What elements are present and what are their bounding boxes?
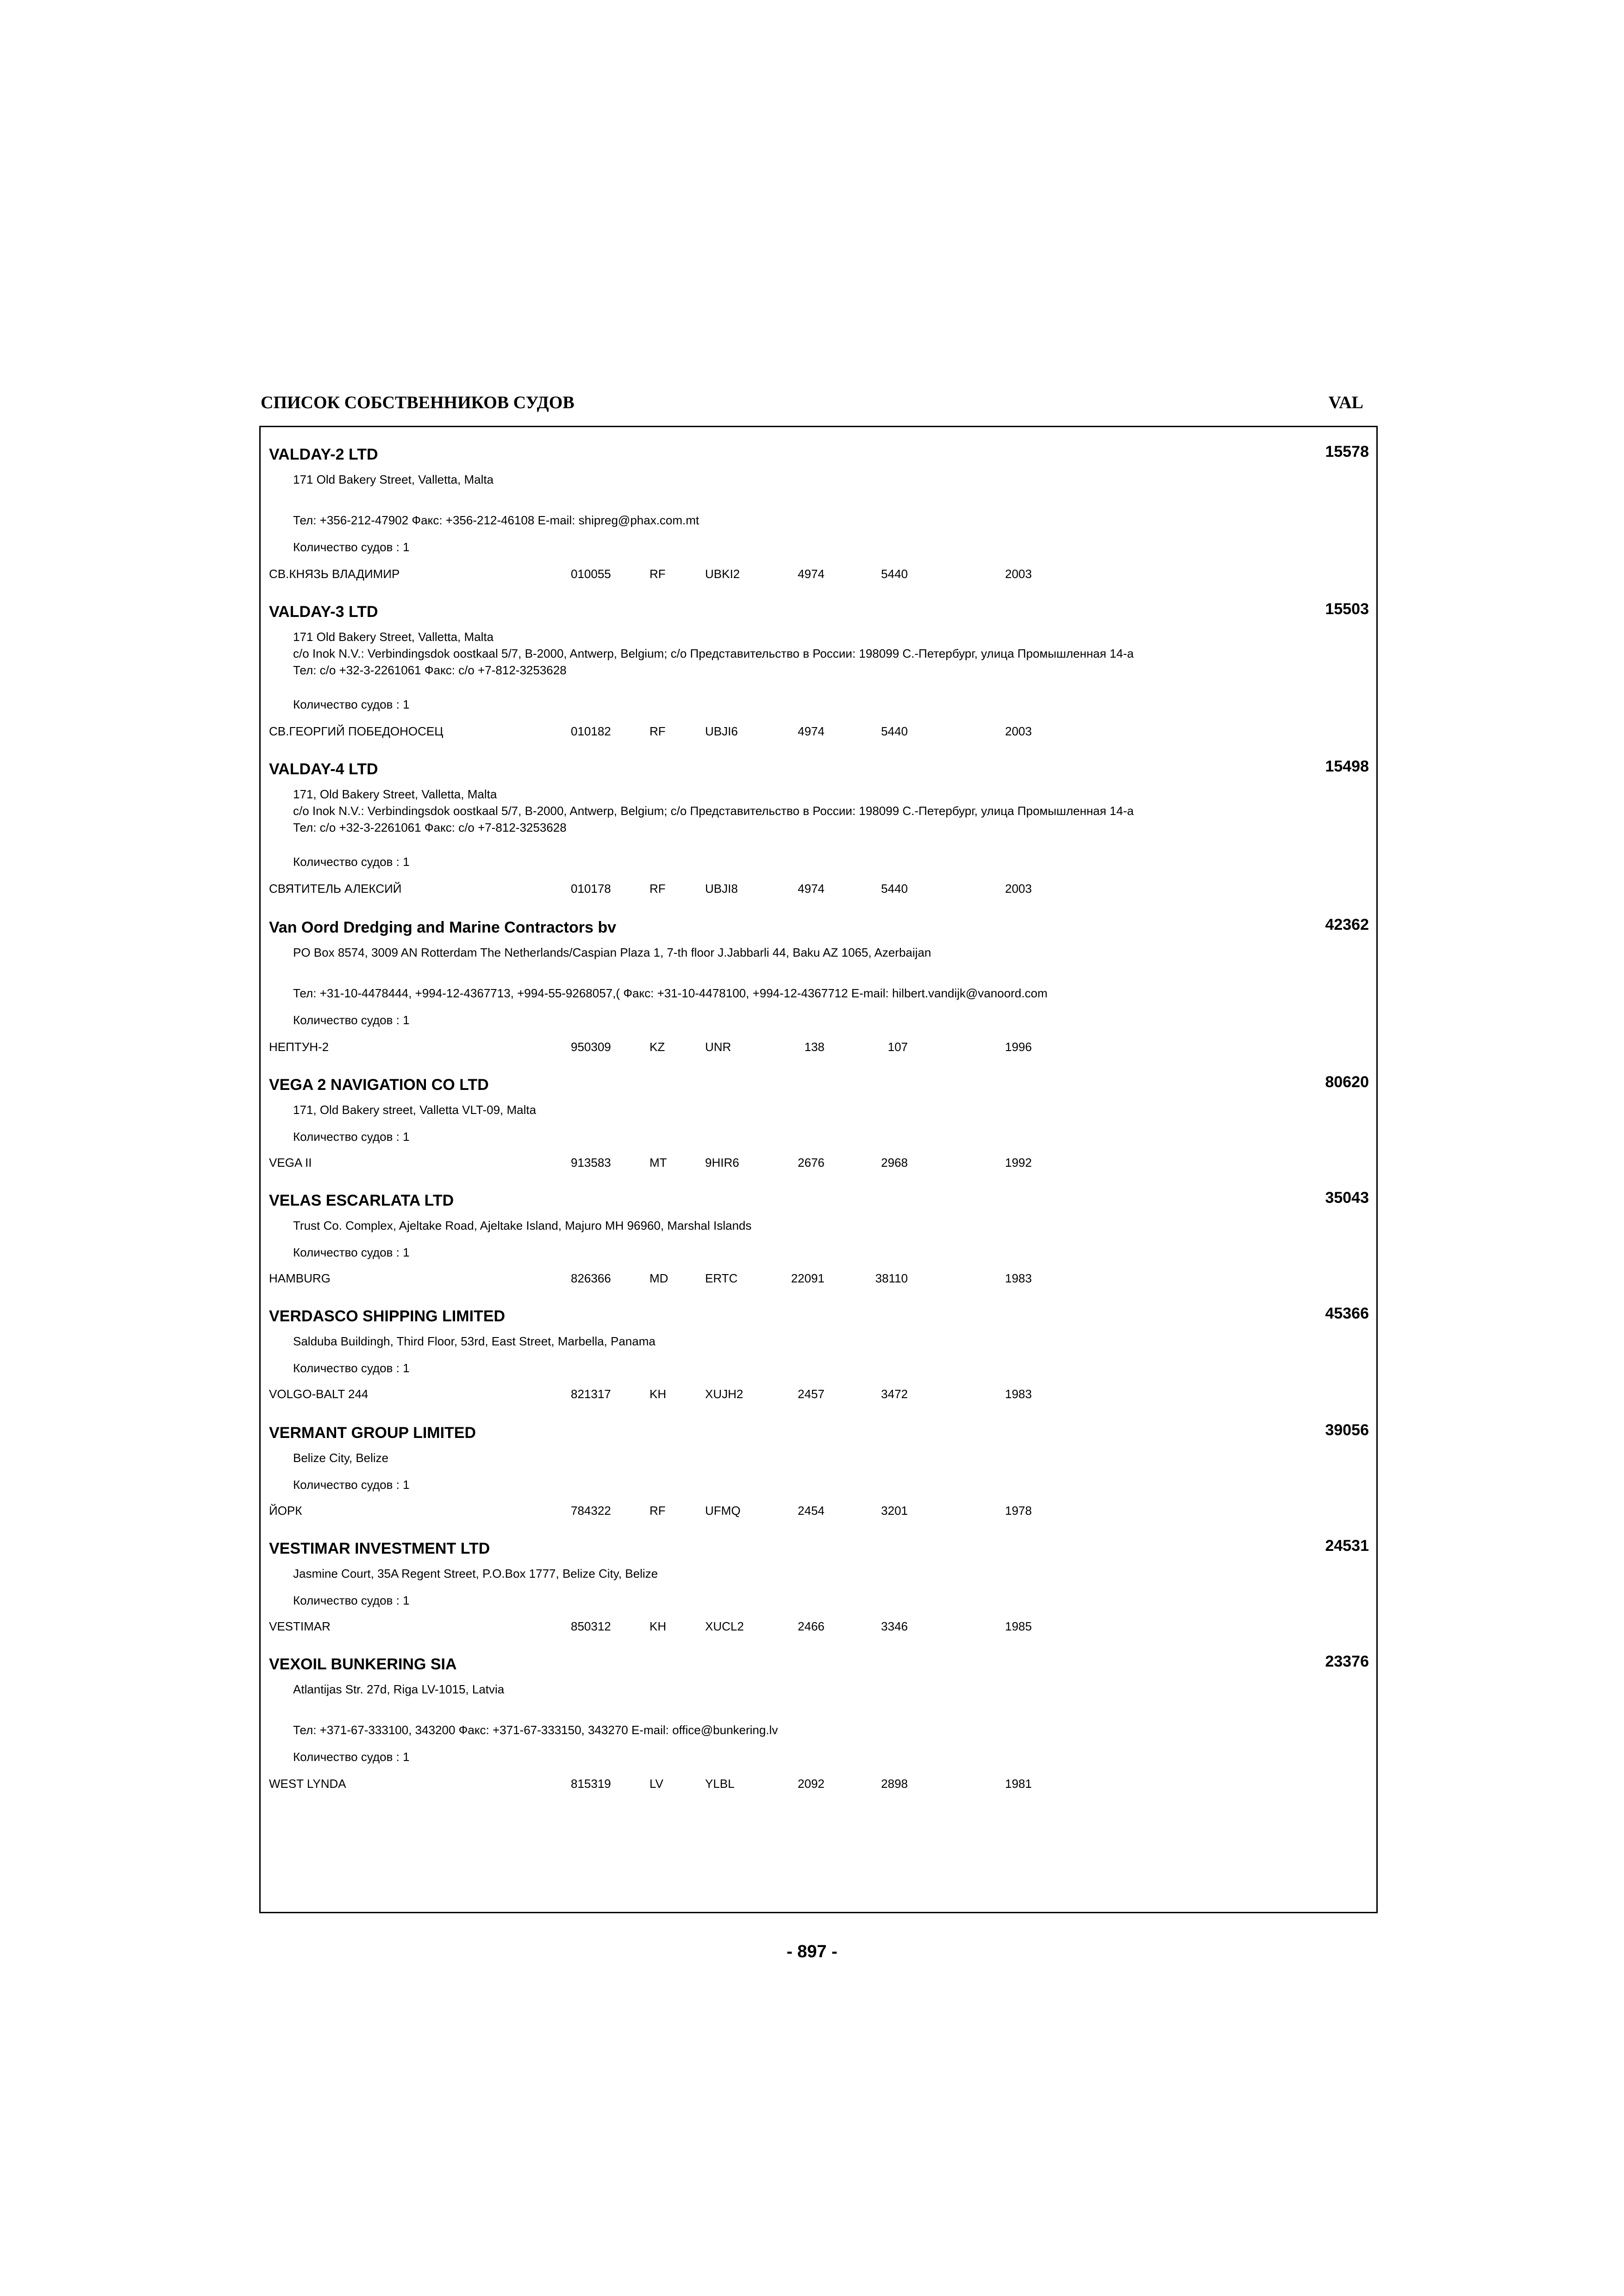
ship-deadweight: 3346 xyxy=(881,1619,908,1633)
ship-call-sign: UBJI6 xyxy=(705,724,738,738)
ship-year: 2003 xyxy=(1005,567,1032,581)
ship-call-sign: YLBL xyxy=(705,1777,735,1791)
owner-id: 42362 xyxy=(1325,916,1369,933)
owner-contact: Тел: +356-212-47902 Факс: +356-212-46108 E-mail: shipreg@phax.com.mt xyxy=(293,513,700,527)
ship-flag: RF xyxy=(650,1504,666,1518)
owner-id: 80620 xyxy=(1325,1073,1369,1091)
ship-year: 1996 xyxy=(1005,1040,1032,1054)
ship-name: HAMBURG xyxy=(269,1271,331,1285)
ship-deadweight: 3472 xyxy=(881,1387,908,1401)
ship-name: СВЯТИТЕЛЬ АЛЕКСИЙ xyxy=(269,882,402,896)
ship-deadweight: 5440 xyxy=(881,567,908,581)
ship-flag: RF xyxy=(650,882,666,896)
ship-call-sign: ERTC xyxy=(705,1271,738,1285)
ship-deadweight: 2898 xyxy=(881,1777,908,1791)
ship-name: СВ.ГЕОРГИЙ ПОБЕДОНОСЕЦ xyxy=(269,724,443,738)
owners-frame xyxy=(259,426,1378,1913)
owner-id: 39056 xyxy=(1325,1421,1369,1439)
ship-deadweight: 5440 xyxy=(881,882,908,896)
ship-gross-tonnage: 2092 xyxy=(798,1777,824,1791)
ship-flag: RF xyxy=(650,724,666,738)
owner-name: VEGA 2 NAVIGATION CO LTD xyxy=(269,1076,489,1094)
owner-name: VALDAY-2 LTD xyxy=(269,446,378,463)
ship-year: 1978 xyxy=(1005,1504,1032,1518)
ship-year: 1985 xyxy=(1005,1619,1032,1633)
page-header-section: VAL xyxy=(1328,393,1363,412)
owner-id: 45366 xyxy=(1325,1305,1369,1322)
ship-year: 2003 xyxy=(1005,724,1032,738)
owner-name: VALDAY-3 LTD xyxy=(269,603,378,621)
owner-address: 171 Old Bakery Street, Valletta, Malta xyxy=(293,630,494,644)
owner-ship-count: Количество судов : 1 xyxy=(293,540,410,554)
owner-name: VELAS ESCARLATA LTD xyxy=(269,1192,454,1209)
ship-flag: MT xyxy=(650,1156,667,1170)
ship-row xyxy=(269,1619,1102,1633)
owner-name: VESTIMAR INVESTMENT LTD xyxy=(269,1540,490,1557)
ship-reg-number: 815319 xyxy=(571,1777,611,1791)
owner-ship-count: Количество судов : 1 xyxy=(293,855,410,869)
ship-name: VOLGO-BALT 244 xyxy=(269,1387,369,1401)
owner-address: Atlantijas Str. 27d, Riga LV-1015, Latvia xyxy=(293,1682,505,1696)
owner-id: 35043 xyxy=(1325,1189,1369,1207)
owner-address: Jasmine Court, 35A Regent Street, P.O.Box 1777, Belize City, Belize xyxy=(293,1567,658,1580)
ship-deadweight: 38110 xyxy=(875,1271,908,1285)
ship-year: 1983 xyxy=(1005,1271,1032,1285)
page-header-title: СПИСОК СОБСТВЕННИКОВ СУДОВ xyxy=(261,393,575,412)
owner-address: 171, Old Bakery Street, Valletta, Malta xyxy=(293,787,497,801)
ship-flag: RF xyxy=(650,567,666,581)
owner-address: Trust Co. Complex, Ajeltake Road, Ajeltake Island, Majuro MH 96960, Marshal Islands xyxy=(293,1219,752,1232)
owner-name: VEXOIL BUNKERING SIA xyxy=(269,1655,457,1673)
ship-row xyxy=(269,567,1102,581)
ship-name: VEGA II xyxy=(269,1156,312,1170)
owner-name: VERDASCO SHIPPING LIMITED xyxy=(269,1307,506,1325)
ship-name: WEST LYNDA xyxy=(269,1777,346,1791)
owner-name: Van Oord Dredging and Marine Contractors bv xyxy=(269,919,616,936)
ship-gross-tonnage: 138 xyxy=(804,1040,824,1054)
ship-year: 2003 xyxy=(1005,882,1032,896)
owner-ship-count: Количество судов : 1 xyxy=(293,697,410,711)
page-number: - 897 - xyxy=(787,1942,837,1961)
owner-ship-count: Количество судов : 1 xyxy=(293,1013,410,1027)
ship-year: 1992 xyxy=(1005,1156,1032,1170)
ship-name: VESTIMAR xyxy=(269,1619,331,1633)
ship-year: 1981 xyxy=(1005,1777,1032,1791)
ship-row xyxy=(269,1040,1102,1054)
ship-name: СВ.КНЯЗЬ ВЛАДИМИР xyxy=(269,567,400,581)
ship-reg-number: 913583 xyxy=(571,1156,611,1170)
ship-row xyxy=(269,1387,1102,1401)
ship-row xyxy=(269,882,1102,896)
ship-gross-tonnage: 2454 xyxy=(798,1504,824,1518)
owner-address: Belize City, Belize xyxy=(293,1451,389,1465)
owner-id: 15578 xyxy=(1325,443,1369,460)
owner-contact: Тел: c/o +32-3-2261061 Факс: c/o +7-812-3253628 xyxy=(293,821,567,834)
ship-call-sign: UFMQ xyxy=(705,1504,741,1518)
owner-address: 171 Old Bakery Street, Valletta, Malta xyxy=(293,473,494,486)
ship-deadweight: 107 xyxy=(887,1040,908,1054)
owner-ship-count: Количество судов : 1 xyxy=(293,1593,410,1607)
ship-reg-number: 010182 xyxy=(571,724,611,738)
ship-row xyxy=(269,724,1102,738)
ship-reg-number: 850312 xyxy=(571,1619,611,1633)
owner-id: 15503 xyxy=(1325,600,1369,618)
ship-flag: KH xyxy=(650,1387,667,1401)
ship-call-sign: 9HIR6 xyxy=(705,1156,739,1170)
owner-ship-count: Количество судов : 1 xyxy=(293,1130,410,1144)
ship-name: НЕПТУН-2 xyxy=(269,1040,329,1054)
ship-deadweight: 2968 xyxy=(881,1156,908,1170)
ship-flag: KZ xyxy=(650,1040,665,1054)
owner-ship-count: Количество судов : 1 xyxy=(293,1245,410,1259)
owner-address: Salduba Buildingh, Third Floor, 53rd, East Street, Marbella, Panama xyxy=(293,1334,656,1348)
ship-reg-number: 826366 xyxy=(571,1271,611,1285)
owner-address: 171, Old Bakery street, Valletta VLT-09, Malta xyxy=(293,1103,537,1117)
ship-row xyxy=(269,1504,1102,1518)
ship-call-sign: UBJI8 xyxy=(705,882,738,896)
ship-row xyxy=(269,1156,1102,1170)
ship-deadweight: 3201 xyxy=(881,1504,908,1518)
owner-agent: c/o Inok N.V.: Verbindingsdok oostkaal 5/7, B-2000, Antwerp, Belgium; c/o Представительство в России: 198099 С.-Петербург, улица Промышленная 14-а xyxy=(293,804,1134,818)
ship-reg-number: 950309 xyxy=(571,1040,611,1054)
owner-name: VALDAY-4 LTD xyxy=(269,760,378,778)
owner-contact: Тел: c/o +32-3-2261061 Факс: c/o +7-812-3253628 xyxy=(293,663,567,677)
ship-call-sign: XUJH2 xyxy=(705,1387,743,1401)
ship-flag: MD xyxy=(650,1271,668,1285)
ship-gross-tonnage: 4974 xyxy=(798,882,824,896)
owner-id: 24531 xyxy=(1325,1537,1369,1555)
owner-id: 23376 xyxy=(1325,1653,1369,1670)
owner-id: 15498 xyxy=(1325,758,1369,775)
owner-address: PO Box 8574, 3009 AN Rotterdam The Netherlands/Caspian Plaza 1, 7-th floor J.Jabbarli 44, Baku AZ 1065, Azerbaijan xyxy=(293,946,931,959)
ship-gross-tonnage: 4974 xyxy=(798,724,824,738)
ship-gross-tonnage: 2466 xyxy=(798,1619,824,1633)
owner-ship-count: Количество судов : 1 xyxy=(293,1478,410,1492)
ship-reg-number: 010055 xyxy=(571,567,611,581)
ship-gross-tonnage: 2676 xyxy=(798,1156,824,1170)
ship-call-sign: XUCL2 xyxy=(705,1619,744,1633)
owner-agent: c/o Inok N.V.: Verbindingsdok oostkaal 5/7, B-2000, Antwerp, Belgium; c/o Представительство в России: 198099 С.-Петербург, улица Промышленная 14-а xyxy=(293,647,1134,660)
ship-reg-number: 010178 xyxy=(571,882,611,896)
ship-deadweight: 5440 xyxy=(881,724,908,738)
ship-row xyxy=(269,1777,1102,1791)
ship-call-sign: UBKI2 xyxy=(705,567,740,581)
ship-row xyxy=(269,1271,1102,1285)
ship-name: ЙОРК xyxy=(269,1504,302,1518)
ship-gross-tonnage: 2457 xyxy=(798,1387,824,1401)
ship-reg-number: 821317 xyxy=(571,1387,611,1401)
ship-gross-tonnage: 4974 xyxy=(798,567,824,581)
ship-year: 1983 xyxy=(1005,1387,1032,1401)
ship-flag: LV xyxy=(650,1777,663,1791)
owner-contact: Тел: +371-67-333100, 343200 Факс: +371-67-333150, 343270 E-mail: office@bunkering.lv xyxy=(293,1723,778,1737)
ship-gross-tonnage: 22091 xyxy=(791,1271,824,1285)
owner-contact: Тел: +31-10-4478444, +994-12-4367713, +994-55-9268057,( Факс: +31-10-4478100, +994-12-4367712 E-mail: hilbert.vandijk@vanoord.com xyxy=(293,986,1048,1000)
ship-reg-number: 784322 xyxy=(571,1504,611,1518)
ship-call-sign: UNR xyxy=(705,1040,731,1054)
owner-ship-count: Количество судов : 1 xyxy=(293,1361,410,1375)
owner-ship-count: Количество судов : 1 xyxy=(293,1750,410,1764)
owner-name: VERMANT GROUP LIMITED xyxy=(269,1424,476,1442)
ship-flag: KH xyxy=(650,1619,667,1633)
